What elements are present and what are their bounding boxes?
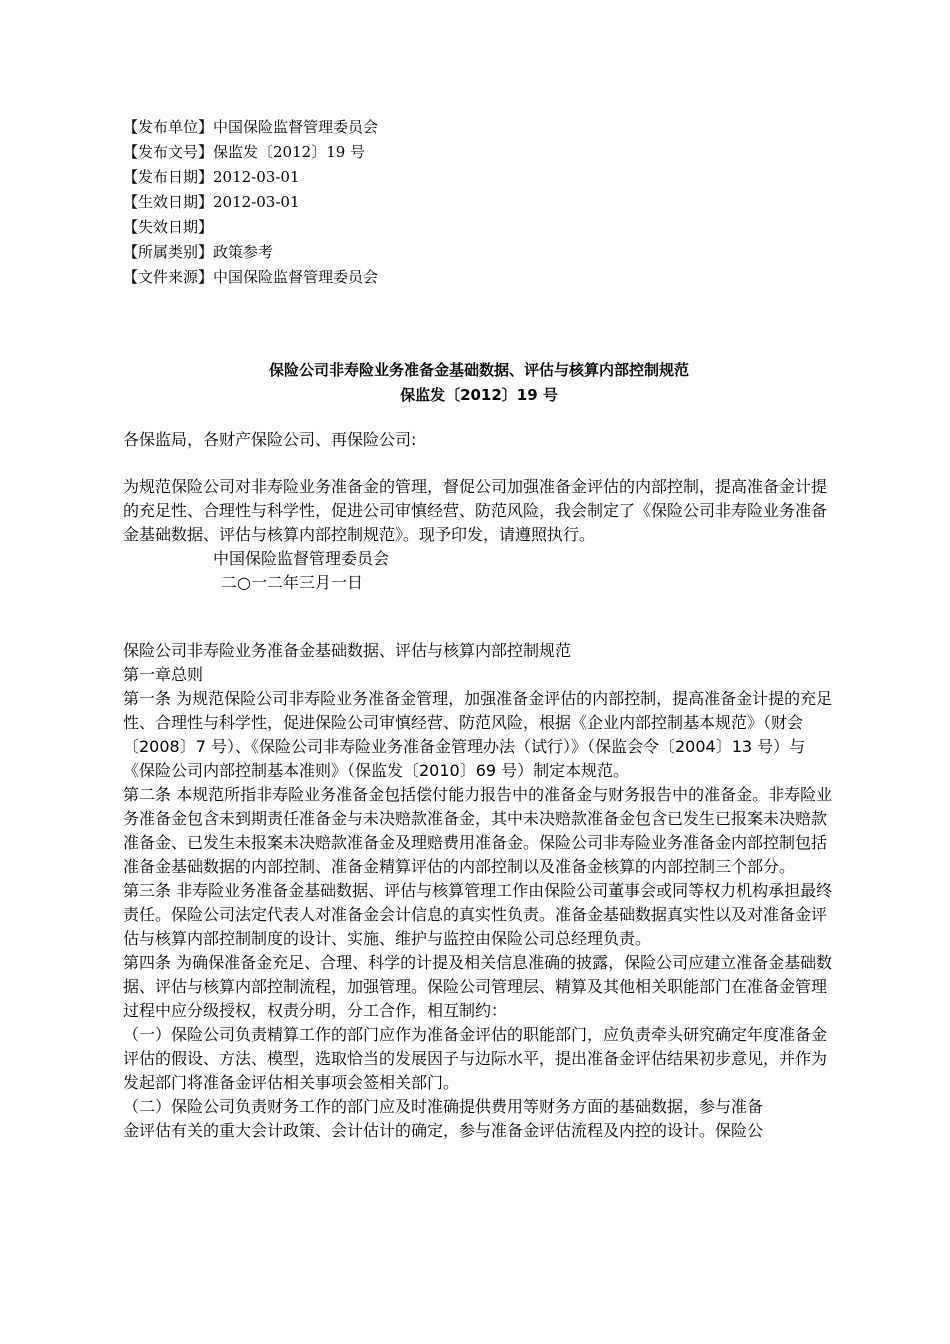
article-4-item-2-line: （二）保险公司负责财务工作的部门应及时准确提供费用等财务方面的基础数据，参与准备 [123, 1097, 764, 1116]
document-title [123, 358, 835, 408]
article-1: 第一条 为规范保险公司非寿险业务准备金管理，加强准备金评估的内部控制，提高准备金计提的充足性、合理性与科学性，促进保险公司审慎经营、防范风险，根据《企业内部控制基本规范》（财会〔2008〕7 号）、《保险公司非寿险业务准备金管理办法（试行）》（保监会令〔2004〕13 号）与《保险公司内部控制基本准则》（保监发〔2010〕69 号）制定本规范。 [123, 689, 833, 780]
metadata-label: 【发布单位】 [123, 118, 214, 136]
metadata-value: 2012-03-01 [213, 168, 300, 186]
metadata-label: 【发布文号】 [123, 143, 214, 161]
article-2: 第二条 本规范所指非寿险业务准备金包括偿付能力报告中的准备金与财务报告中的准备金。非寿险业务准备金包含未到期责任准备金与未决赔款准备金，其中未决赔款准备金包含已发生已报案未决赔款准备金、已发生未报案未决赔款准备金及理赔费用准备金。保险公司非寿险业务准备金内部控制包括准备金基础数据的内部控制、准备金精算评估的内部控制以及准备金核算的内部控制三个部分。 [123, 785, 833, 876]
metadata-label: 【生效日期】 [123, 193, 214, 211]
rule-body [123, 639, 835, 1143]
metadata-value: 2012-03-01 [213, 193, 300, 211]
metadata-value: 政策参考 [213, 243, 274, 261]
metadata-label: 【发布日期】 [123, 168, 214, 186]
chapter-heading: 第一章总则 [123, 665, 204, 684]
metadata-label: 【文件来源】 [123, 268, 214, 286]
rule-title: 保险公司非寿险业务准备金基础数据、评估与核算内部控制规范 [123, 641, 572, 660]
metadata-row-issue-date [123, 165, 823, 190]
metadata-value: 中国保险监督管理委员会 [213, 118, 379, 136]
metadata-row-category [123, 240, 823, 265]
metadata-row-expiry-date [123, 215, 823, 240]
signer: 中国保险监督管理委员会 [213, 549, 390, 568]
article-3: 第三条 非寿险业务准备金基础数据、评估与核算管理工作由保险公司董事会或同等权力机构承担最终责任。保险公司法定代表人对准备金会计信息的真实性负责。准备金基础数据真实性以及对准备金评估与核算内部控制制度的设计、实施、维护与监控由保险公司总经理负责。 [123, 881, 833, 948]
metadata-label: 【失效日期】 [123, 218, 214, 236]
metadata-label: 【所属类别】 [123, 243, 214, 261]
metadata-row-effective-date [123, 190, 823, 215]
metadata-row-issuer [123, 115, 823, 140]
metadata-row-source [123, 265, 823, 290]
article-4: 第四条 为确保准备金充足、合理、科学的计提及相关信息准确的披露，保险公司应建立准备金基础数据、评估与核算内部控制流程，加强管理。保险公司管理层、精算及其他相关职能部门在准备金管理过程中应分级授权，权责分明，分工合作，相互制约： [123, 953, 833, 1020]
intro-paragraph: 为规范保险公司对非寿险业务准备金的管理，督促公司加强准备金评估的内部控制，提高准备金计提的充足性、合理性与科学性，促进公司审慎经营、防范风险，我会制定了《保险公司非寿险业务准备金基础数据、评估与核算内部控制规范》。现予印发，请遵照执行。 [123, 477, 828, 544]
metadata-value: 保监发〔2012〕19 号 [213, 143, 366, 161]
metadata-block [123, 115, 823, 290]
article-4-item-1: （一）保险公司负责精算工作的部门应作为准备金评估的职能部门，应负责牵头研究确定年度准备金评估的假设、方法、模型，选取恰当的发展因子与边际水平，提出准备金评估结果初步意见，并作为发起部门将准备金评估相关事项会签相关部门。 [123, 1025, 828, 1092]
document-title-line: 保险公司非寿险业务准备金基础数据、评估与核算内部控制规范 [268, 361, 689, 379]
document-number-line: 保监发〔2012〕19 号 [400, 386, 558, 404]
metadata-row-doc-number [123, 140, 823, 165]
salutation: 各保监局，各财产保险公司、再保险公司: [123, 430, 417, 449]
article-4-item-2-line: 金评估有关的重大会计政策、会计估计的确定，参与准备金评估流程及内控的设计。保险公 [123, 1121, 764, 1140]
issue-date: 二○一二年三月一日 [221, 573, 363, 592]
metadata-value: 中国保险监督管理委员会 [213, 268, 379, 286]
